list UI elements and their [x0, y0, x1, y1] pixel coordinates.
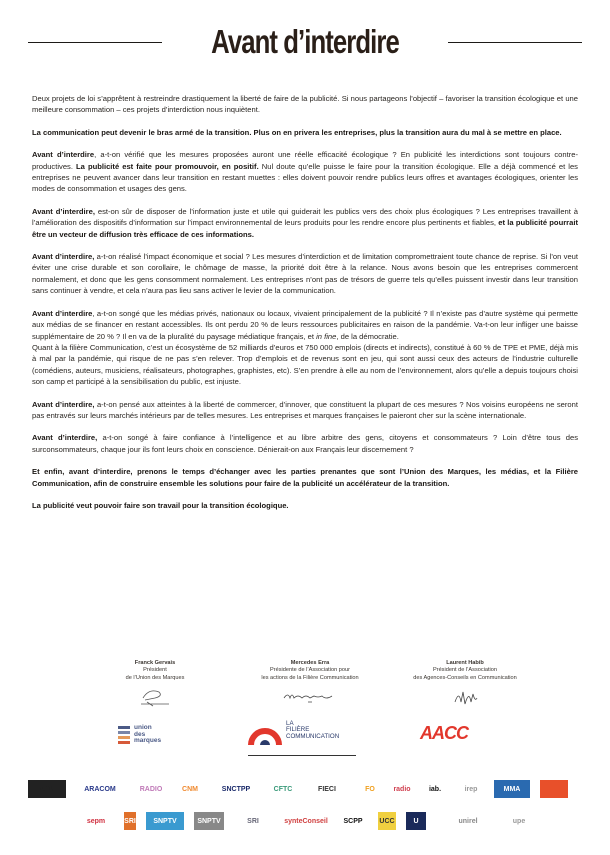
signatory-title: des Agences-Conseils en Communication: [413, 674, 517, 681]
paragraph: [32, 149, 578, 195]
signature-block-gervais: [80, 660, 230, 712]
partner-logos-row-1: [28, 778, 588, 802]
partner-logo: UCC: [378, 812, 396, 830]
signature-block-erra: [235, 660, 385, 712]
bold-text: Avant d’interdire: [32, 308, 93, 318]
paragraph: [32, 308, 578, 388]
bold-text: Avant d’interdire,: [32, 433, 98, 443]
bold-text: Avant d’interdire,: [32, 399, 95, 409]
text: , a-t-on songé que les médias privés, nationaux ou locaux, vivaient principalement de la publicité ? Il n’existe pas d’autre système qui permette aux médias de se financer en restant accessibles. Ils ont perdu 20 % de leurs ressources publicitaires en raison de la pandémie. Va-t-on leur infliger une baisse supplémentaire de 20 % ? Il en va de la pluralité du paysage médiatique français, et: [32, 308, 578, 341]
union-des-marques-bars-icon: [118, 726, 130, 746]
handwritten-signature-icon: [280, 686, 340, 708]
bold-text: Et enfin, avant d’interdire, prenons le temps d’échanger avec les parties prenantes que sont l’Union des Marques, les médias, et la Filière Communication, afin de construire ensemble les solutions pour faire de la publicité un accélérateur de la transition.: [32, 467, 578, 488]
rainbow-arc-icon: [248, 721, 282, 747]
handwritten-signature-icon: [135, 686, 175, 708]
signatures: [80, 660, 540, 712]
signatory-name: Franck Gervais: [134, 660, 176, 666]
partner-logo: U: [406, 812, 426, 830]
partner-logo: ADN: [28, 780, 66, 798]
text: , de la démocratie.: [336, 331, 399, 341]
main-logos: [80, 718, 540, 758]
signature-block-habib: [390, 660, 540, 712]
partner-logo: synteConseil: [284, 817, 328, 825]
bold-text: Avant d’interdire: [32, 150, 95, 160]
bold-text: Avant d’interdire,: [32, 206, 95, 216]
partner-logo: CNM: [182, 785, 198, 793]
title-rule-right: [448, 42, 582, 43]
partner-logo: SRI: [124, 812, 136, 830]
partner-logo: SCPP: [343, 817, 363, 825]
signatory-title: Président de l’Association: [432, 667, 498, 674]
paragraph: [32, 432, 578, 455]
paragraph: [32, 206, 578, 240]
logo-text: COMMUNICATION: [286, 732, 340, 740]
text: Nul doute qu’elle puisse le faire pour la transition écologique. Elle a déjà commencé et les entreprises ne peuvent avancer dans leur transition en restant muettes : elles doivent pouvoir rendre publics leurs offres et avantages écologiques, orienter les modes de consommation et usages des gens.: [32, 161, 578, 194]
logo-text: FILIÈRE: [286, 726, 310, 734]
partner-logo: FIECI: [318, 785, 336, 793]
bold-text: La publicité veut pouvoir faire son travail pour la transition écologique.: [32, 500, 289, 510]
paragraph: [32, 500, 578, 511]
logo-text: marques: [134, 737, 162, 744]
handwritten-signature-icon: [445, 686, 485, 708]
text: , a-t-on vérifié que les mesures proposées auront une réelle efficacité écologique ? En publicité les interdictions sont toujours contre-productives.: [32, 150, 579, 171]
signatory-title: Président: [143, 667, 167, 674]
text: a-t-on songé à faire confiance à l’intelligence et au libre arbitre des gens, citoyens et consommateurs ? Loin d’être tous des surconsommateurs, chaque jour ils font leurs choix en conscience. Dénierait-on aux Français leur discernement ?: [32, 433, 578, 454]
partner-logo: sepm: [86, 817, 106, 825]
paragraph: [32, 399, 578, 422]
text: Deux projets de loi s’apprêtent à restreindre drastiquement la liberté de faire de la publicité. Si nous partageons l’objectif – favoriser la transition écologique et une meilleure consommation – ces projets d’interdiction nous inquiètent.: [32, 94, 578, 115]
partner-logo: ARACOM: [84, 785, 116, 793]
signatory-title: de l’Union des Marques: [125, 674, 185, 681]
partner-logo: SNCTPP: [221, 785, 251, 793]
text: est-on sûr de disposer de l’information juste et utile qui guiderait les publics vers des choix plus écologiques ? Les entreprises travaillent à l’amélioration des dispositifs d’information sur l’impact environnemental de leurs produits pour les rendre encore plus pertinents et fiables,: [32, 206, 578, 228]
partner-logo: MMA: [494, 780, 530, 798]
partner-logo: SNPTV: [194, 812, 224, 830]
partner-logo: unirel: [458, 817, 478, 825]
aacc-logo: AACC: [420, 723, 468, 743]
paragraph: [32, 251, 578, 297]
italic-text: in fine: [316, 331, 337, 341]
partner-logo: upe: [512, 817, 526, 825]
partner-logo: radio: [393, 785, 411, 793]
partner-logo: SRI: [247, 817, 259, 825]
partner-logo: CFTC: [273, 785, 293, 793]
paragraph: [32, 127, 578, 138]
signatory-name: Mercedes Erra: [290, 660, 330, 666]
bold-text: Avant d’interdire,: [32, 252, 95, 262]
bold-text: La publicité est faite pour promouvoir, en positif.: [76, 161, 259, 171]
partner-logo: SNPTV: [146, 812, 184, 830]
logo-text: des: [134, 730, 146, 738]
text: a-t-on pensé aux atteintes à la liberté de commercer, d’innover, que constituent la plupart de ces mesures ? Nos voisins européens ne seront pas entravés sur leurs marchés intérieurs par de telles mesures. Les entreprises et marques françaises le paieront cher sur la scène internationale.: [32, 399, 578, 420]
partner-logos-row-2: [28, 810, 588, 834]
logo-underline: [248, 755, 356, 756]
bold-text: et la publicité pourrait être un vecteur de diffusion très efficace de ces informations.: [32, 218, 578, 239]
partner-logo: iab.: [428, 785, 442, 793]
page-header: [0, 22, 610, 62]
partner-logo: irep: [464, 785, 478, 793]
filiere-communication-logo: [248, 720, 340, 752]
text: a-t-on réalisé l’impact économique et social ? Les mesures d’interdiction et de limitation compromettraient toute chance de reprise. Si l’on veut éviter une crise durable et son corollaire, le chômage de masse, la priorité doit être à la relance. Nous avons besoin que les entreprises commercent normalement, et donc que les gens consomment normalement. Les entreprises n’ont pas de trésors de guerre tels qu’elles puissent investir dans leur transition sans continuer à vendre, et cela n’aura pas lieu sans activer le levier de la communication.: [32, 252, 578, 296]
signatory-title: les actions de la Filière Communication: [261, 674, 359, 681]
logo-text: LA: [286, 720, 294, 727]
partner-logo: FO: [365, 785, 375, 793]
page-title: Avant d’interdire: [211, 23, 399, 60]
partner-logo: [540, 780, 568, 798]
signatory-title: Présidente de l’Association pour: [270, 667, 350, 674]
partner-logo: RADIO: [139, 785, 163, 793]
paragraph: [32, 466, 578, 489]
signatory-name: Laurent Habib: [446, 660, 484, 666]
article-body: [32, 93, 578, 522]
logo-text: union: [134, 724, 152, 731]
bold-text: La communication peut devenir le bras armé de la transition. Plus on en privera les entreprises, plus la transition aura du mal à se mettre en place.: [32, 127, 562, 137]
paragraph: [32, 93, 578, 116]
text: Quant à la filière Communication, c’est un écosystème de 52 milliards d’euros et 750 000 emplois (directs et indirects), constitué à 60 % de TPE et PME, déjà mis à mal par la pandémie, qui risque de ne pas s’en relever. Trop d’emplois et de revenus sont en jeu, qui sont aussi ceux des acteurs de l’industrie culturelle (comédiens, auteurs, musiciens, réalisateurs, photographes, graphistes, etc). S’en prendre à elle au nom de l’environnement, alors qu’elle a depuis toujours choisi son camp et participé à la sensibilisation du public, est injuste.: [32, 342, 578, 387]
